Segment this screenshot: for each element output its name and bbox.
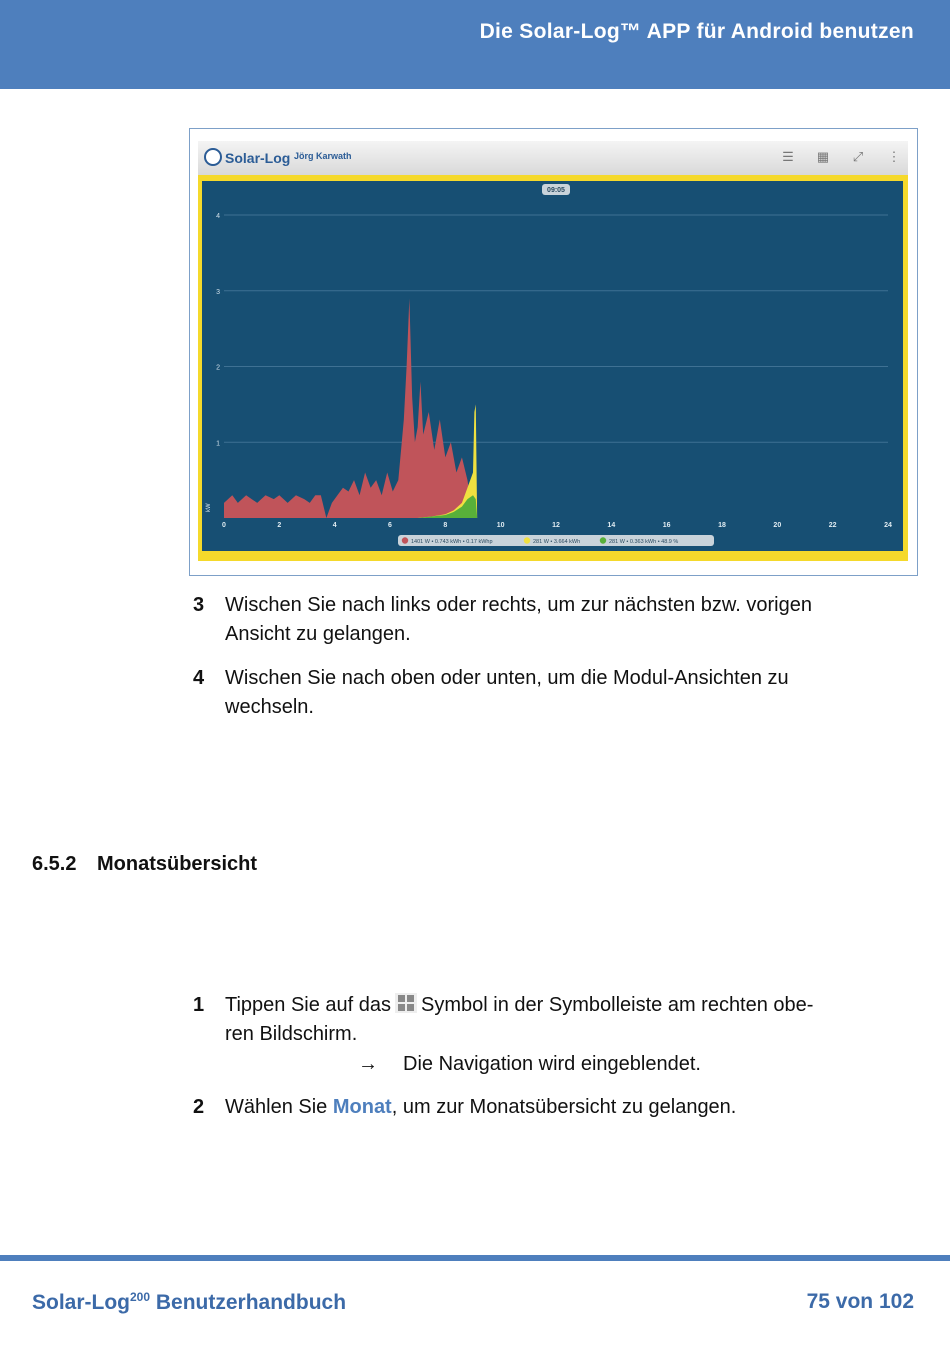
header-title: Die Solar-Log™ APP für Android benutzen [479, 20, 914, 43]
step-4 [193, 664, 913, 724]
footer-title-pre: Solar-Log [32, 1291, 130, 1314]
y-tick-label: 3 [216, 288, 220, 296]
section-number: 6.5.2 [32, 853, 77, 875]
monat-highlight: Monat [332, 1096, 392, 1118]
app-screenshot [189, 128, 918, 576]
resize-icon[interactable]: ⤢ [852, 149, 864, 164]
x-tick-label: 18 [718, 522, 726, 529]
x-tick-label: 6 [388, 522, 392, 529]
list-icon[interactable]: ☰ [782, 149, 794, 164]
step-text-post: Symbol in der Symbolleiste am rechten obe- [421, 994, 814, 1016]
more-vert-icon[interactable]: ⋮ [887, 149, 901, 164]
day-chart [202, 181, 903, 551]
step-text-pre: Wählen Sie [225, 1096, 333, 1118]
x-tick-label: 2 [277, 522, 282, 529]
legend-entry: 1401 W • 0.743 kWh • 0.17 kWhp [411, 539, 493, 545]
step-text-line1: Wischen Sie nach links oder rechts, um zur nächsten bzw. vorigen [225, 594, 812, 616]
logo-text: Solar-Log [225, 150, 291, 166]
x-tick-label: 24 [884, 522, 892, 529]
section-title: Monatsübersicht [97, 853, 258, 875]
step-text [225, 591, 812, 649]
x-tick-label: 0 [222, 522, 226, 529]
legend-entry: 281 W • 3.664 kWh [533, 539, 581, 545]
step-number: 3 [193, 594, 205, 616]
legend-entry: 281 W • 0.363 kWh • 48.9 % [609, 539, 679, 545]
grid-icon[interactable]: ▦ [816, 149, 830, 164]
y-unit-label: kW [206, 503, 212, 512]
x-tick-label: 12 [552, 522, 560, 529]
footer-title-post: Benutzerhandbuch [150, 1291, 347, 1314]
x-tick-label: 20 [773, 522, 782, 529]
logo-sun-icon [204, 148, 222, 166]
y-tick-label: 4 [216, 213, 220, 220]
step-number: 2 [193, 1096, 205, 1118]
step-text-line2: wechseln. [225, 696, 314, 718]
step-text-line1: Wischen Sie nach oben oder unten, um die Modul-Ansichten zu [225, 667, 789, 689]
step-text-line2: Ansicht zu gelangen. [225, 623, 411, 645]
x-tick-label: 16 [662, 522, 671, 529]
app-toolbar [198, 141, 908, 175]
legend-swatch [600, 537, 606, 543]
step-3 [193, 591, 913, 651]
series-area-1 [224, 298, 473, 518]
step-text-line2: ren Bildschirm. [225, 1023, 358, 1045]
step-number: 4 [193, 667, 205, 689]
chart-frame [198, 175, 908, 561]
section-heading [32, 853, 258, 876]
step-2 [193, 1093, 913, 1123]
solar-log-logo [204, 148, 290, 166]
step-number: 1 [193, 994, 205, 1016]
footer-title-sup: 200 [130, 1290, 151, 1304]
legend-swatch [524, 537, 530, 543]
legend-swatch [402, 537, 408, 543]
step-text-post: , um zur Monatsübersicht zu gelangen. [391, 1096, 737, 1118]
navigation-grid-icon [395, 993, 417, 1013]
step-text [225, 664, 789, 722]
y-tick-label: 2 [216, 364, 220, 372]
chart-area [202, 181, 903, 551]
footer-rule [0, 1255, 950, 1261]
user-name: Jörg Karwath [294, 151, 352, 161]
page-header [0, 0, 950, 89]
x-tick-label: 4 [332, 522, 337, 529]
x-tick-label: 22 [828, 522, 837, 529]
step-text [225, 991, 813, 1049]
result-arrow-icon: → [358, 1053, 378, 1075]
x-tick-label: 8 [443, 522, 448, 529]
page-number: 75 von 102 [806, 1290, 914, 1313]
x-tick-label: 14 [607, 522, 616, 529]
footer-title [32, 1290, 346, 1315]
y-tick-label: 1 [216, 440, 220, 448]
time-badge-text: 09:05 [547, 187, 565, 194]
step-result: Die Navigation wird eingeblendet. [403, 1053, 701, 1075]
step-1 [193, 991, 913, 1086]
step-text-pre: Tippen Sie auf das [225, 994, 392, 1016]
step-text [225, 1093, 736, 1122]
x-tick-label: 10 [496, 522, 505, 529]
